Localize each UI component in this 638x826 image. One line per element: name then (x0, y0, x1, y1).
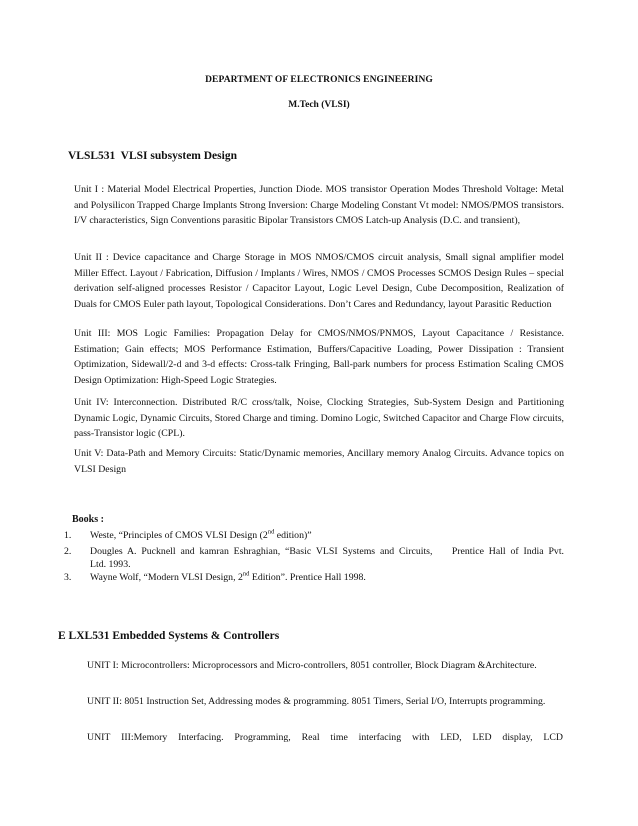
program-heading: M.Tech (VLSI) (288, 100, 350, 110)
book-superscript: nd (242, 570, 250, 578)
book-text: edition)” (274, 530, 312, 541)
unit-1-text: Unit I : Material Model Electrical Properties, Junction Diode. MOS transistor Operation Modes Threshold Voltage: Metal and Polysilicon Trapped Charge Implants Strong Inversion: Charge Modeling Constant Vt model: NMOS/PMOS transistors. I/V characteristics, Sign Conventions parasitic Bipolar Transistors CMOS Latch-up Analysis (D.C. and transient), (74, 184, 564, 227)
course-heading (58, 630, 279, 642)
unit-paragraph (87, 658, 563, 674)
course-heading (68, 150, 237, 162)
book-text: Dougles A. Pucknell and kamran Eshraghian, “Basic VLSI Systems and Circuits, Prentice Hall of India Pvt. (90, 546, 564, 557)
es-unit-2-text: UNIT II: 8051 Instruction Set, Addressing modes & programming. 8051 Timers, Serial I/O, Interrupts programming. (87, 696, 546, 707)
course-code: E LXL531 (58, 630, 110, 642)
unit-paragraph (74, 326, 564, 388)
unit-paragraph (87, 694, 563, 710)
book-text: Ltd. 1993. (90, 559, 131, 570)
unit-paragraph (87, 730, 563, 746)
book-text: Wayne Wolf, “Modern VLSI Design, 2 (90, 572, 243, 583)
unit-2-text: Unit II : Device capacitance and Charge Storage in MOS NMOS/CMOS circuit analysis, Small signal amplifier model Miller Effect. Layout / Fabrication, Diffusion / Implants / Wires, NMOS / CMOS Processes SCMOS Design Rules – special derivation self-aligned processes Resistor / Capacitor Layout, Logic Level Design, Cube Decomposition, Realization of Duals for CMOS Euler path layout, Topological Considerations. Don’t Cares and Redundancy, layout Parasitic Reduction (74, 252, 564, 310)
book-number: 2. (64, 546, 72, 557)
unit-paragraph (74, 446, 564, 477)
es-unit-3-text: UNIT III:Memory Interfacing. Programming, Real time interfacing with LED, LED display, LCD (87, 732, 563, 743)
book-item (64, 571, 564, 584)
unit-3-text: Unit III: MOS Logic Families: Propagation Delay for CMOS/NMOS/PNMOS, Layout Capacitance / Resistance. Estimation; Gain effects; MOS Performance Estimation, Buffers/Capacitive Loading, Power Dissipation : Transient Optimization, Sidewall/2-d and 3-d effects: Cross-talk Fringing, Ball-park numbers for process Estimation Scaling CMOS Design Optimization: High-Speed Logic Strategies. (74, 328, 564, 386)
book-number: 1. (64, 530, 72, 541)
course-title: Embedded Systems & Controllers (112, 630, 280, 642)
book-item (64, 545, 564, 571)
book-text: Weste, “Principles of CMOS VLSI Design (2 (90, 530, 268, 541)
course-code: VLSL531 (68, 150, 116, 162)
book-number: 3. (64, 572, 72, 583)
books-heading: Books : (72, 514, 104, 525)
unit-paragraph (74, 182, 564, 229)
es-unit-1-text: UNIT I: Microcontrollers: Microprocessors and Micro-controllers, 8051 controller, Block Diagram &Architecture. (87, 660, 537, 671)
unit-4-text: Unit IV: Interconnection. Distributed R/C cross/talk, Noise, Clocking Strategies, Sub-System Design and Partitioning Dynamic Logic, Dynamic Circuits, Stored Charge and timing. Domino Logic, Switched Capacitor and Charge Flow circuits, pass-Transistor logic (CPL). (74, 397, 564, 440)
book-superscript: nd (267, 528, 275, 536)
department-heading: DEPARTMENT OF ELECTRONICS ENGINEERING (205, 75, 433, 85)
unit-paragraph (74, 250, 564, 312)
book-text: Edition”. Prentice Hall 1998. (249, 572, 366, 583)
course-title: VLSI subsystem Design (120, 150, 237, 162)
unit-5-text: Unit V: Data-Path and Memory Circuits: Static/Dynamic memories, Ancillary memory Analog Circuits. Advance topics on VLSI Design (74, 448, 564, 475)
book-item (64, 529, 564, 542)
unit-paragraph (74, 395, 564, 442)
